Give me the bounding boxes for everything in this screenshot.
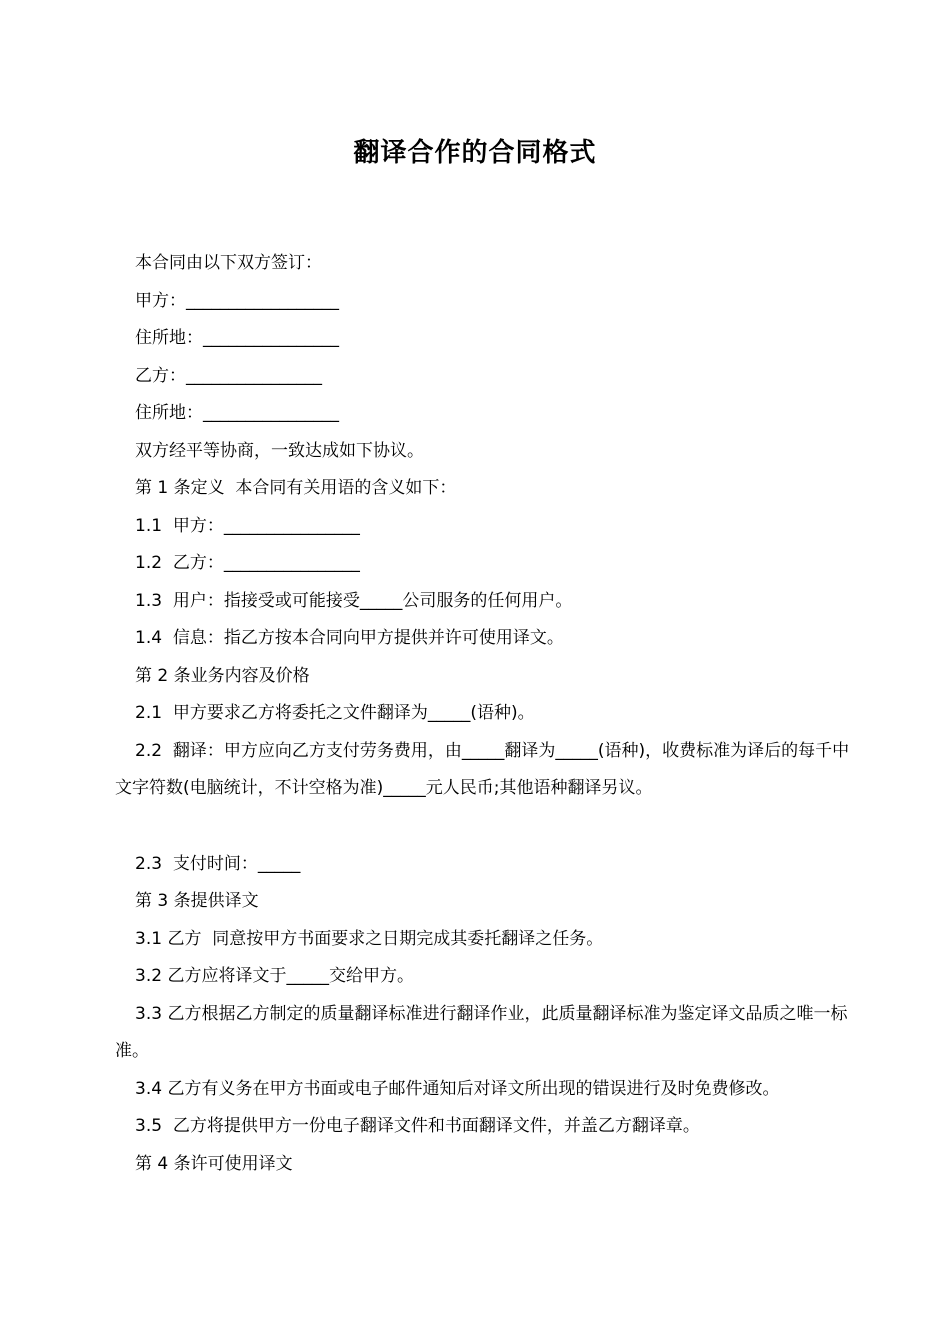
clause-3-2: 3.2 乙方应将译文于_____交给甲方。 (135, 966, 414, 986)
article-4-heading: 第 4 条许可使用译文 (135, 1153, 293, 1174)
clause-1-3: 1.3 用户：指接受或可能接受_____公司服务的任何用户。 (135, 590, 573, 611)
blank-line (115, 808, 860, 846)
article-2-heading: 第 2 条业务内容及价格 (135, 665, 310, 686)
clause-2-1: 2.1 甲方要求乙方将委托之文件翻译为_____(语种)。 (135, 703, 535, 723)
clause-3-5: 3.5 乙方将提供甲方一份电子翻译文件和书面翻译文件，并盖乙方翻译章。 (135, 1116, 700, 1136)
intro-paragraph: 本合同由以下双方签订： (135, 253, 322, 273)
clause-3-4: 3.4 乙方有义务在甲方书面或电子邮件通知后对译文所出现的错误进行及时免费修改。 (135, 1078, 780, 1099)
party-a-address-line: 住所地：________________ (135, 328, 339, 348)
clause-3-3: 3.3 乙方根据乙方制定的质量翻译标准进行翻译作业，此质量翻译标准为鉴定译文品质之唯一标准。 (115, 1003, 848, 1061)
article-3-heading: 第 3 条提供译文 (135, 891, 259, 911)
document-body (115, 245, 860, 1183)
document-title: 翻译合作的合同格式 (353, 138, 597, 168)
party-b-address-line: 住所地：________________ (135, 403, 339, 423)
agreement-statement: 双方经平等协商，一致达成如下协议。 (135, 440, 424, 461)
clause-3-1: 3.1 乙方 同意按甲方书面要求之日期完成其委托翻译之任务。 (135, 928, 604, 949)
party-a-line: 甲方：__________________ (135, 290, 339, 311)
article-1-heading: 第 1 条定义 本合同有关用语的含义如下： (135, 478, 457, 498)
clause-2-2: 2.2 翻译：甲方应向乙方支付劳务费用，由_____翻译为_____(语种)，收费标准为译后的每千中文字符数(电脑统计，不计空格为准)_____元人民币;其他语种翻译另议。 (115, 740, 850, 798)
clause-1-2: 1.2 乙方：________________ (135, 553, 360, 573)
party-b-line: 乙方：________________ (135, 365, 322, 386)
clause-2-3: 2.3 支付时间：_____ (135, 853, 301, 874)
clause-1-1: 1.1 甲方：________________ (135, 515, 360, 536)
clause-1-4: 1.4 信息：指乙方按本合同向甲方提供并许可使用译文。 (135, 628, 564, 648)
